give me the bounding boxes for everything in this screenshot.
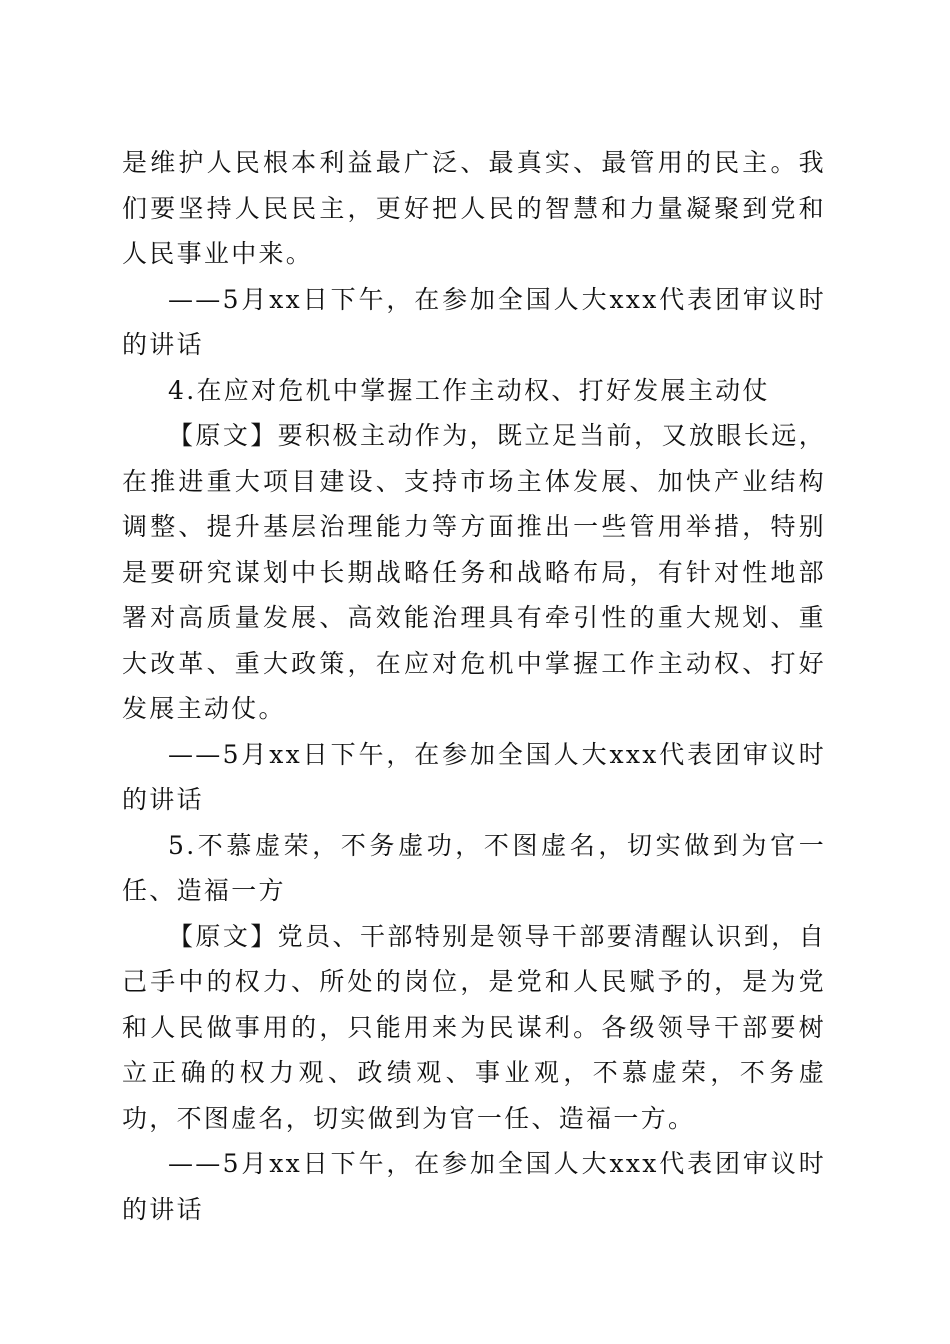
- source-attribution: ——5月xx日下午，在参加全国人大xxx代表团审议时的讲话: [122, 1149, 826, 1224]
- document-body: [122, 140, 826, 1232]
- source-attribution: ——5月xx日下午，在参加全国人大xxx代表团审议时的讲话: [122, 284, 826, 359]
- original-text-paragraph: 【原文】要积极主动作为，既立足当前，又放眼长远，在推进重大项目建设、支持市场主体发展、加快产业结构调整、提升基层治理能力等方面推出一些管用举措，特别是要研究谋划中长期战略任务和战略布局，有针对性地部署对高质量发展、高效能治理具有牵引性的重大规划、重大改革、重大政策，在应对危机中掌握工作主动权、打好发展主动仗。: [122, 421, 826, 723]
- paragraph-continuation: 是维护人民根本利益最广泛、最真实、最管用的民主。我们要坚持人民民主，更好把人民的智慧和力量凝聚到党和人民事业中来。: [122, 148, 826, 268]
- original-text-paragraph: 【原文】党员、干部特别是领导干部要清醒认识到，自己手中的权力、所处的岗位，是党和人民赋予的，是为党和人民做事用的，只能用来为民谋利。各级领导干部要树立正确的权力观、政绩观、事业观，不慕虚荣，不务虚功，不图虚名，切实做到为官一任、造福一方。: [122, 921, 826, 1133]
- section-heading-5: 5.不慕虚荣，不务虚功，不图虚名，切实做到为官一任、造福一方: [122, 830, 826, 905]
- source-attribution: ——5月xx日下午，在参加全国人大xxx代表团审议时的讲话: [122, 739, 826, 814]
- section-heading-4: 4.在应对危机中掌握工作主动权、打好发展主动仗: [168, 375, 770, 405]
